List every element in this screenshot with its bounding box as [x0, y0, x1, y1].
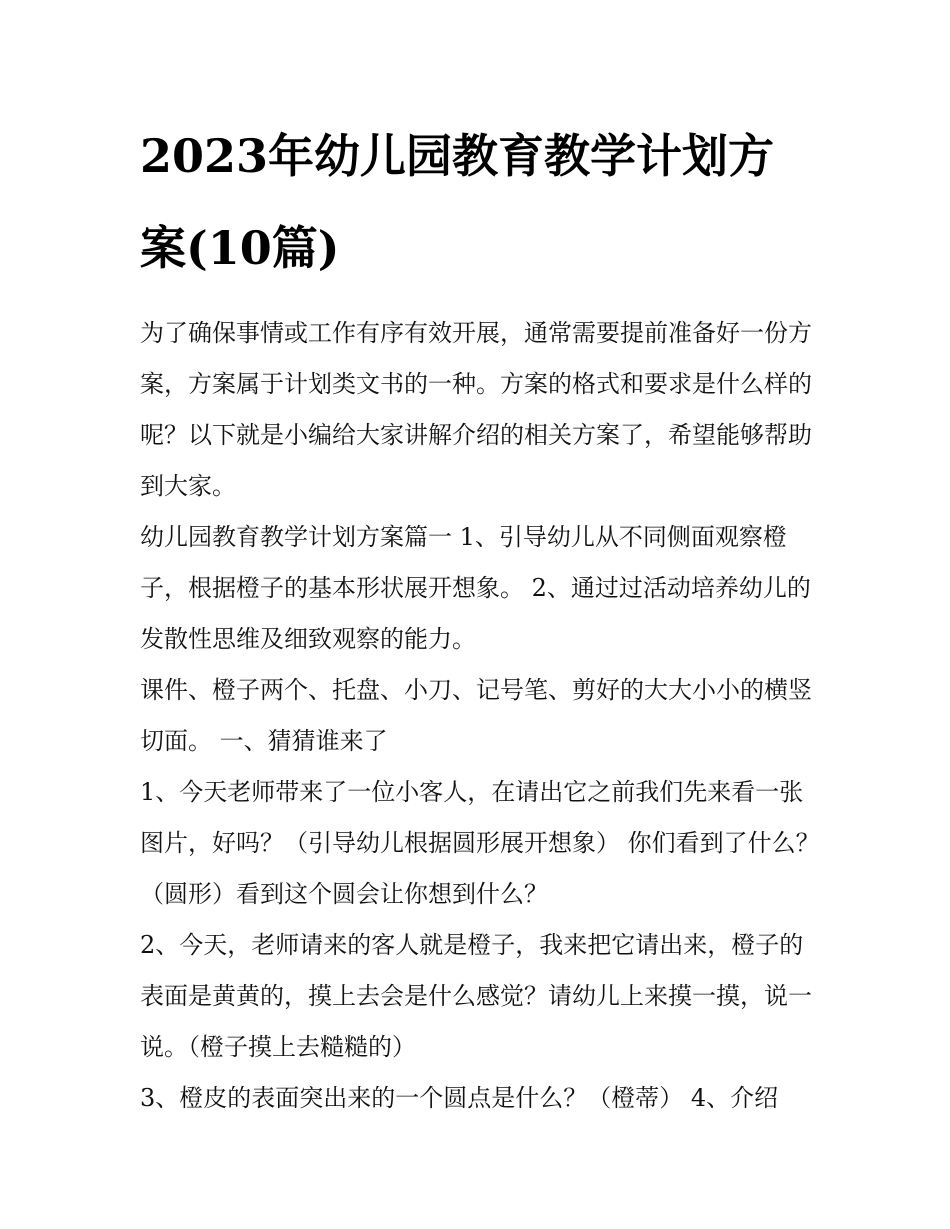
- section-one-paragraph: 幼儿园教育教学计划方案篇一 1、引导幼儿从不同侧面观察橙子，根据橙子的基本形状展开想象。 2、通过过活动培养幼儿的发散性思维及细致观察的能力。: [140, 523, 811, 653]
- document-body: [140, 110, 820, 1124]
- step-one-paragraph: 1、今天老师带来了一位小客人，在请出它之前我们先来看一张图片，好吗？（引导幼儿根据圆形展开想象） 你们看到了什么？（圆形）看到这个圆会让你想到什么？: [140, 778, 820, 908]
- intro-paragraph: 为了确保事情或工作有序有效开展，通常需要提前准备好一份方案，方案属于计划类文书的一种。方案的格式和要求是什么样的呢？以下就是小编给大家讲解介绍的相关方案了，希望能够帮助到大家。: [140, 319, 812, 500]
- step-three-paragraph: 3、橙皮的表面突出来的一个圆点是什么？（橙蒂） 4、介绍: [140, 1084, 779, 1112]
- step-two-paragraph: 2、今天，老师请来的客人就是橙子，我来把它请出来，橙子的表面是黄黄的，摸上去会是什么感觉？请幼儿上来摸一摸，说一说。（橙子摸上去糙糙的）: [140, 931, 812, 1061]
- materials-paragraph: 课件、橙子两个、托盘、小刀、记号笔、剪好的大大小小的横竖切面。 一、猜猜谁来了: [140, 676, 812, 755]
- document-title: 2023年幼儿园教育教学计划方案(10篇): [140, 129, 775, 275]
